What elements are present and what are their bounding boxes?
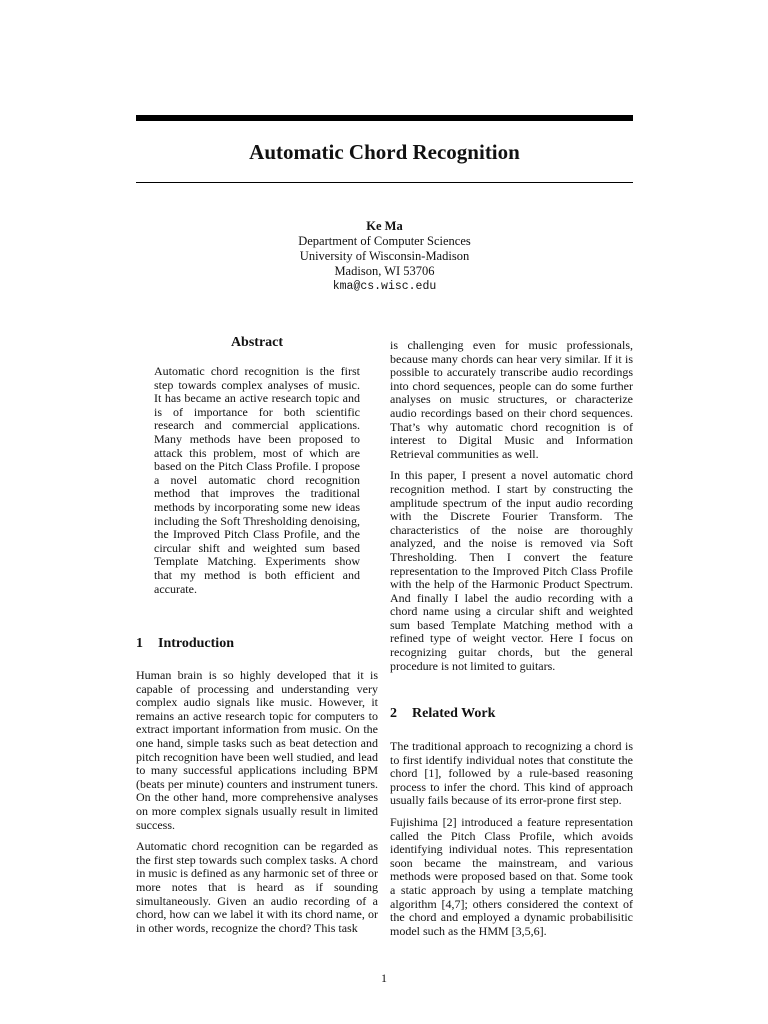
author-department: Department of Computer Sciences (298, 234, 471, 248)
intro-paragraph-3: In this paper, I present a novel automatic chord recognition method. I start by constructing the amplitude spectrum of the input audio recording with the Discrete Fourier Transform. The characteristics of the noise are thoroughly analyzed, and the noise is removed via Soft Thresholding. Then I convert the feature representation to the Improved Pitch Class Profile with the help of the Harmonic Product Spectrum. And finally I label the audio recording with a chord name using a circular shift and weighted sum based Template Matching method with a refined type of weight vector. Here I focus on recognizing guitar chords, but the general procedure is not limited to guitars. (390, 468, 633, 673)
author-university: University of Wisconsin-Madison (299, 249, 470, 263)
section-title: Introduction (158, 636, 234, 651)
title-bottom-rule (136, 182, 633, 183)
author-address: Madison, WI 53706 (334, 264, 435, 278)
abstract-text: Automatic chord recognition is the first step towards complex analyses of music. It has became an active research topic and is of importance for both scientific research and commercial applications. Many methods have been proposed to attack this problem, most of which are based on the Pitch Class Profile. I propose a novel automatic chord recognition method that improves the traditional methods by incorporating some new ideas including the Soft Thresholding denoising, the Improved Pitch Class Profile, and the circular shift and weighted sum based Template Matching. Experiments show that my method is both efficient and accurate. (154, 364, 360, 596)
section-introduction-heading (136, 636, 234, 652)
section-related-work-heading (390, 706, 495, 722)
author-block (136, 219, 633, 294)
related-work-body (390, 740, 633, 946)
related-paragraph-1: The traditional approach to recognizing a chord is to first identify individual notes that constitute the chord [1], followed by a rule-based reasoning process to infer the chord. This kind of approach usually fails because of its error-prone first step. (390, 739, 633, 808)
intro-paragraph-1: Human brain is so highly developed that it is capable of processing and understanding very complex audio signals like music. However, it remains an active research topic for computers to extract important information from music. On the one hand, simple tasks such as beat detection and pitch recognition have been well studied, and lead to many successful applications including BPM (beats per minute) counters and instrument tuners. On the other hand, more comprehensive analyses on more complex signals usually result in limited success. (136, 668, 378, 832)
section-number: 2 (390, 706, 397, 721)
paper-title: Automatic Chord Recognition (249, 140, 520, 164)
intro-paragraph-2-continued: is challenging even for music professionals, because many chords can hear very similar. If it is possible to accurately transcribe audio recordings into chord sequences, people can do some further analyses on music structures, or characterize audio recordings based on their chord sequences. That’s why automatic chord recognition is of interest to Digital Music and Information Retrieval communities as well. (390, 338, 633, 461)
section-title: Related Work (412, 706, 496, 721)
right-column-body (390, 339, 633, 681)
title-top-rule (136, 115, 633, 121)
abstract-heading: Abstract (230, 335, 284, 350)
section-number: 1 (136, 636, 143, 651)
author-name: Ke Ma (366, 219, 403, 233)
left-column-body (136, 669, 378, 943)
page-number: 1 (381, 971, 387, 985)
author-email[interactable]: kma@cs.wisc.edu (332, 280, 437, 293)
intro-paragraph-2: Automatic chord recognition can be regarded as the first step towards such complex tasks. A chord in music is defined as any harmonic set of three or more notes that is heard as if sounding simultaneously. Given an audio recording of a chord, how can we label it with its chord name, or in other words, recognize the chord? This task (136, 839, 378, 935)
related-paragraph-2: Fujishima [2] introduced a feature representation called the Pitch Class Profile, which avoids identifying individual notes. This representation soon became the mainstream, and various methods were proposed based on that. Some took a static approach by using a template matching algorithm [4,7]; others considered the context of the chord and employed a dynamic probabilisitic model such as the HMM [3,5,6]. (390, 814, 633, 938)
